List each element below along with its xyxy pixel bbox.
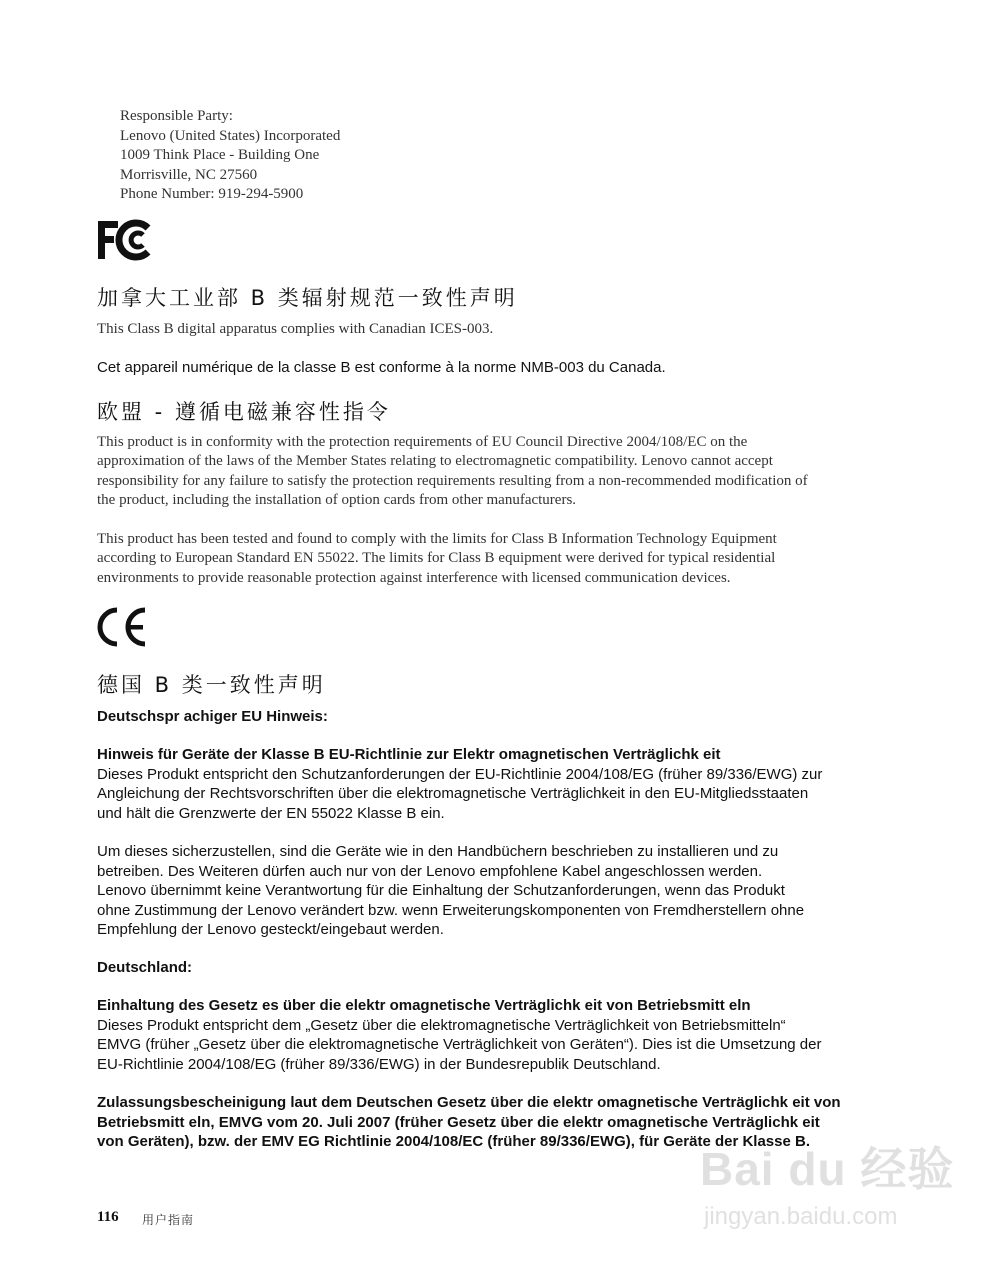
party-line: Morrisville, NC 27560 bbox=[120, 166, 258, 183]
text-line: approximation of the laws of the Member States relating to electromagnetic compatibility. Lenovo cannot accept bbox=[97, 453, 773, 470]
text-line: according to European Standard EN 55022. The limits for Class B equipment were derived for typical residential bbox=[97, 550, 776, 567]
text-line: Empfehlung der Lenovo gesteckt/eingebaut werden. bbox=[97, 921, 444, 938]
einhaltung-section bbox=[97, 996, 887, 1074]
eu-paragraph-2 bbox=[97, 530, 887, 588]
responsible-party-block bbox=[120, 107, 340, 205]
text-line: und hält die Grenzwerte der EN 55022 Klasse B ein. bbox=[97, 804, 445, 822]
text-line: betreiben. Des Weiteren dürfen auch nur von der Lenovo empfohlene Kabel angeschlossen werden. bbox=[97, 862, 763, 880]
fcc-logo-icon bbox=[96, 219, 152, 261]
text-line: ohne Zustimmung der Lenovo verändert bzw. wenn Erweiterungskomponenten von Fremdherstellern ohne bbox=[97, 901, 805, 919]
canada-english-text: This Class B digital apparatus complies with Canadian ICES-003. bbox=[97, 321, 494, 337]
text-line: Dieses Produkt entspricht dem „Gesetz über die elektromagnetische Verträglichkeit von Betriebsmitteln“ bbox=[97, 1016, 786, 1034]
text-line: Lenovo übernimmt keine Verantwortung für die Einhaltung der Schutzanforderungen, wenn das Produkt bbox=[97, 882, 785, 899]
text-line: This product is in conformity with the protection requirements of EU Council Directive 2004/108/EC on the bbox=[97, 434, 748, 450]
watermark-url: jingyan.baidu.com bbox=[704, 1203, 898, 1230]
eu-heading: 欧盟 - 遵循电磁兼容性指令 bbox=[97, 400, 391, 424]
party-line: Responsible Party: bbox=[120, 108, 233, 124]
text-line: Angleichung der Rechtsvorschriften über die elektromagnetische Verträglichkeit in den EU-Mitgliedsstaaten bbox=[97, 785, 809, 802]
text-line: Um dieses sicherzustellen, sind die Geräte wie in den Handbüchern beschrieben zu installieren und zu bbox=[97, 843, 779, 860]
text-line: EU-Richtlinie 2004/108/EG (früher 89/336/EWG) in der Bundesrepublik Deutschland. bbox=[97, 1055, 661, 1073]
page-number: 116 bbox=[97, 1209, 119, 1225]
text-line: environments to provide reasonable protection against interference with licensed communication devices. bbox=[97, 569, 731, 586]
party-line: Phone Number: 919-294-5900 bbox=[120, 186, 304, 202]
einhaltung-heading: Einhaltung des Gesetz es über die elektr omagnetische Verträglichk eit von Betriebsmitt eln bbox=[97, 997, 751, 1014]
canada-heading: 加拿大工业部 B 类辐射规范一致性声明 bbox=[97, 286, 518, 310]
watermark-brand: Bai du 经验 bbox=[700, 1143, 955, 1195]
baidu-watermark bbox=[700, 1133, 960, 1253]
party-line: 1009 Think Place - Building One bbox=[120, 147, 320, 163]
um-paragraph bbox=[97, 842, 887, 940]
hinweis-heading: Hinweis für Geräte der Klasse B EU-Richtlinie zur Elektr omagnetischen Verträglichk eit bbox=[97, 746, 721, 763]
german-intro-bold: Deutschspr achiger EU Hinweis: bbox=[97, 708, 328, 725]
party-line: Lenovo (United States) Incorporated bbox=[120, 127, 341, 144]
text-line: von Geräten), bzw. der EMV EG Richtlinie 2004/108/EC (früher 89/336/EWG), für Geräte der Klasse B. bbox=[97, 1133, 811, 1150]
eu-paragraph-1 bbox=[97, 433, 887, 511]
text-line: responsibility for any failure to satisfy the protection requirements resulting from a non-recommended modification of bbox=[97, 472, 808, 489]
hinweis-section bbox=[97, 745, 887, 823]
footer-title: 用户指南 bbox=[142, 1213, 195, 1227]
text-line: the product, including the installation of option cards from other manufacturers. bbox=[97, 492, 577, 509]
canada-french-text: Cet appareil numérique de la classe B est conforme à la norme NMB-003 du Canada. bbox=[97, 359, 666, 376]
ce-mark-icon bbox=[96, 606, 148, 648]
text-line: EMVG (früher „Gesetz über die elektromagnetische Verträglichkeit von Geräten“). Dies ist die Umsetzung der bbox=[97, 1036, 822, 1053]
text-line: Dieses Produkt entspricht den Schutzanforderungen der EU-Richtlinie 2004/108/EG (früher 89/336/EWG) zur bbox=[97, 765, 823, 783]
text-line: Zulassungsbescheinigung laut dem Deutschen Gesetz über die elektr omagnetische Verträglichk eit von bbox=[97, 1094, 841, 1111]
text-line: Betriebsmitt eln, EMVG vom 20. Juli 2007 (früher Gesetz über die elektr omagnetische Verträglichk eit bbox=[97, 1113, 820, 1131]
deutschland-heading: Deutschland: bbox=[97, 959, 193, 976]
text-line: This product has been tested and found to comply with the limits for Class B Information Technology Equipment bbox=[97, 531, 777, 547]
germany-heading: 德国 B 类一致性声明 bbox=[97, 673, 326, 697]
